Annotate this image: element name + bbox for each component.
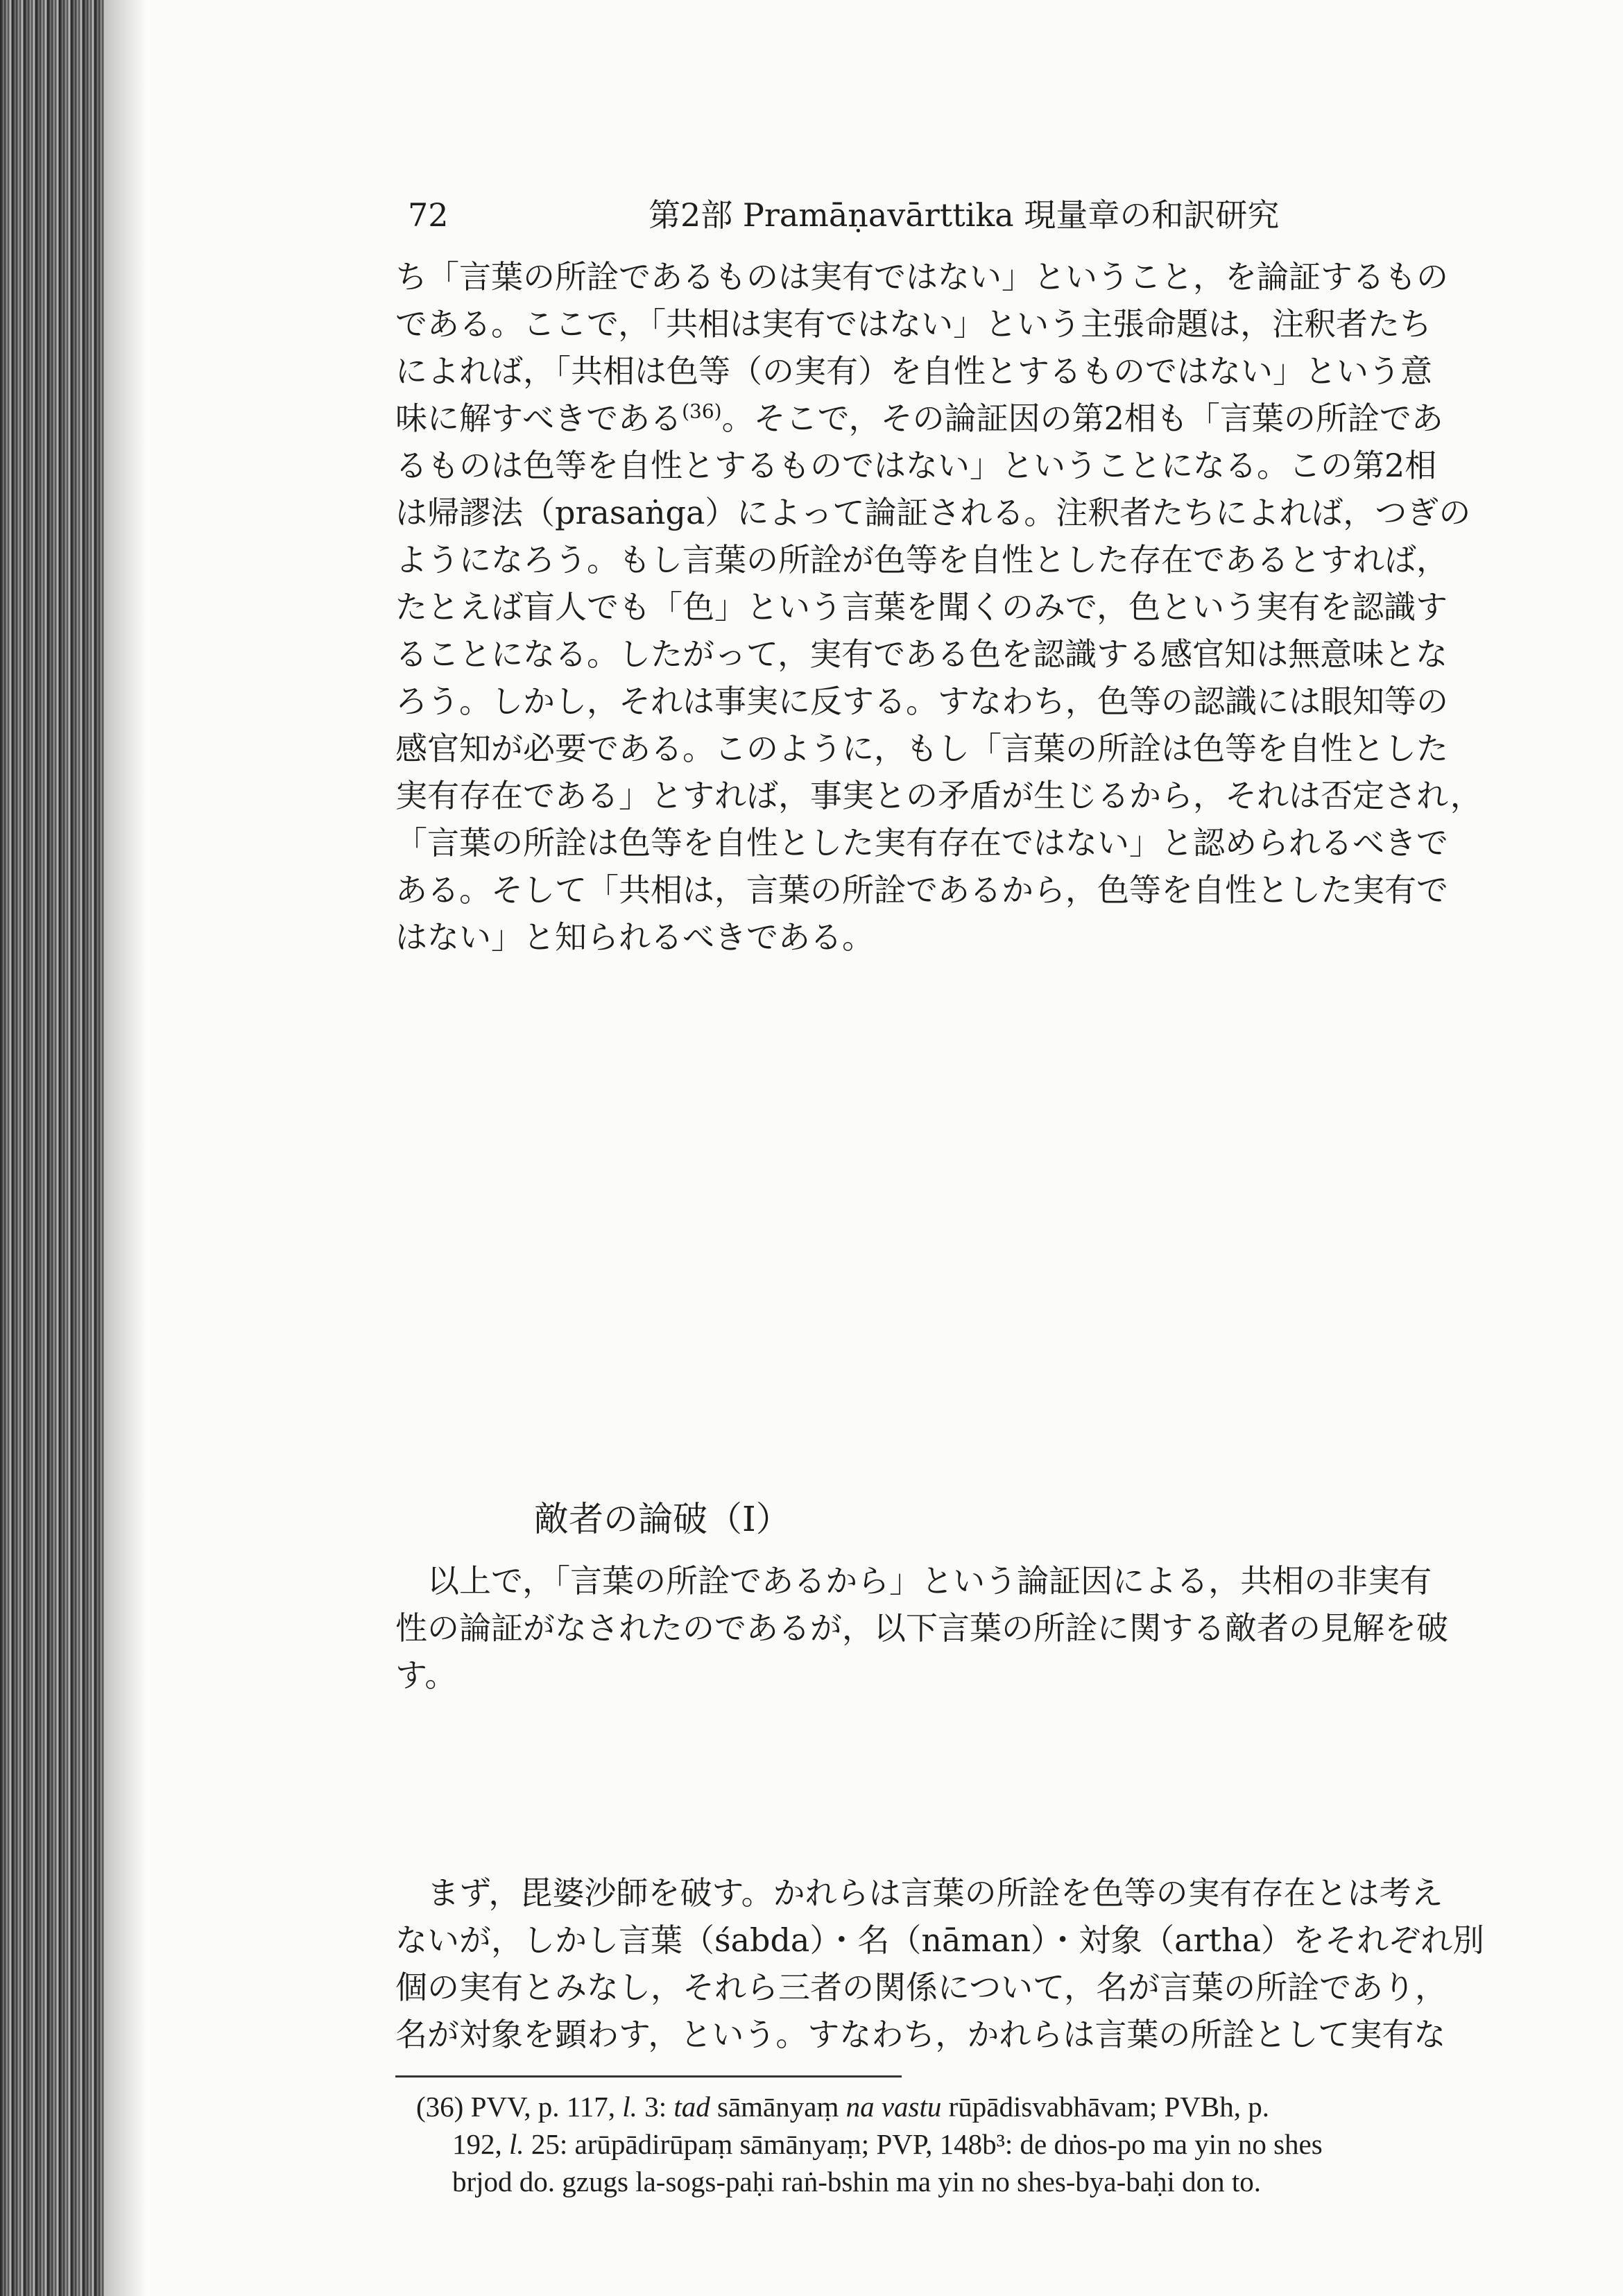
text-line: ようになろう。もし言葉の所詮が色等を自性とした存在であるとすれば，: [395, 541, 1448, 579]
footnote-text: PVV, p. 117,: [470, 2091, 623, 2123]
paragraph-1: [395, 253, 1505, 961]
text-line: である。ここで，「共相は実有ではない」という主張命題は，注釈者たち: [395, 305, 1432, 343]
footnote-text: rūpādisvabhāvam; PVBh, p.: [941, 2091, 1269, 2123]
footnote-line: [416, 2125, 1512, 2163]
running-title: 第2部 Pramāṇavārttika 現量章の和訳研究: [649, 196, 1280, 234]
text-line: 実有存在である」とすれば，事実との矛盾が生じるから，それは否定され，: [395, 777, 1482, 814]
footnote-line: brjod do. gzugs la-sogs-paḥi raṅ-bshin ma yin no shes-bya-baḥi don to.: [452, 2166, 1262, 2198]
footnote-number: (36): [416, 2091, 464, 2123]
text-line: 名が対象を顕わす，という。すなわち，かれらは言葉の所詮として実有な: [395, 2016, 1446, 2053]
note-reference: (36): [682, 400, 722, 423]
text-line: 以上で，「言葉の所詮であるから」という論証因による，共相の非実有: [427, 1562, 1432, 1600]
text-line: 個の実有とみなし，それら三者の関係について，名が言葉の所詮であり，: [395, 1969, 1448, 2006]
text-line: 性の論証がなされたのであるが，以下言葉の所詮に関する敵者の見解を破: [395, 1609, 1448, 1647]
paragraph-2: [395, 1557, 1505, 1699]
footnote-italic: tad: [673, 2091, 710, 2123]
paragraph-3: [395, 1869, 1505, 2058]
text-line: ち「言葉の所詮であるものは実有ではない」ということ，を論証するもの: [395, 258, 1448, 295]
footnote-text: 192,: [452, 2128, 509, 2160]
text-line: は帰謬法（prasaṅga）によって論証される。注釈者たちによれば，つぎの: [395, 494, 1471, 531]
text-line: はない」と知られるべきである。: [395, 918, 874, 956]
footnote-text: sāmānyaṃ: [710, 2091, 846, 2123]
footnote-text: 3:: [637, 2091, 674, 2123]
text-line: す。: [395, 1656, 457, 1694]
footnote-line: [416, 2088, 1512, 2125]
text-line: 「言葉の所詮は色等を自性とした実有存在ではない」と認められるべきで: [395, 824, 1448, 862]
page-number: 72: [408, 196, 449, 234]
text-line: ろう。しかし，それは事実に反する。すなわち，色等の認識には眼知等の: [395, 683, 1448, 720]
binding-fade: [104, 0, 146, 2296]
text-line: によれば，「共相は色等（の実有）を自性とするものではない」という意: [395, 352, 1432, 390]
footnote-italic: l.: [622, 2091, 637, 2123]
text-line: たとえば盲人でも「色」という言葉を聞くのみで，色という実有を認識す: [395, 588, 1448, 626]
line-text: 。そこで，その論証因の第2相も「言葉の所詮であ: [721, 400, 1443, 437]
footnote: [416, 2088, 1512, 2200]
text-line: ないが，しかし言葉（śabda）・名（nāman）・対象（artha）をそれぞれ別: [395, 1921, 1485, 1959]
text-line: ることになる。したがって，実有である色を認識する感官知は無意味とな: [395, 635, 1448, 673]
text-line: 感官知が必要である。このように，もし「言葉の所詮は色等を自性とした: [395, 730, 1448, 767]
line-text: 味に解すべきである: [395, 400, 682, 437]
footnote-italic: l.: [509, 2128, 524, 2160]
text-line: [395, 395, 1505, 442]
footnote-rule: [395, 2075, 902, 2077]
section-heading: 敵者の論破（I）: [534, 1499, 791, 1539]
text-line: ある。そして「共相は，言葉の所詮であるから，色等を自性とした実有で: [395, 871, 1448, 909]
footnote-text: 25: arūpādirūpaṃ sāmānyaṃ; PVP, 148b³: de dṅos-po ma yin no shes: [524, 2128, 1323, 2160]
text-line: るものは色等を自性とするものではない」ということになる。この第2相: [395, 447, 1437, 484]
text-line: まず，毘婆沙師を破す。かれらは言葉の所詮を色等の実有存在とは考え: [427, 1874, 1443, 1912]
book-binding-shadow: [0, 0, 104, 2296]
footnote-italic: na vastu: [845, 2091, 942, 2123]
